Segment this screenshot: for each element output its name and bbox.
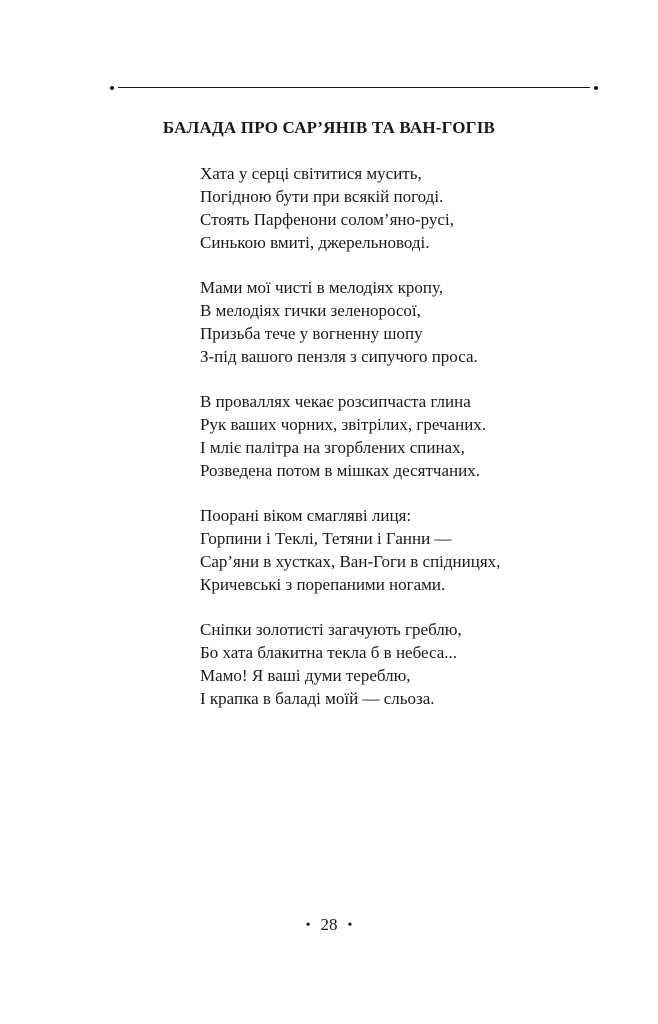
- poem-line: Стоять Парфенони солом’яно-русі,: [200, 210, 454, 229]
- rule-dot-right: [594, 86, 598, 90]
- poem-line: Призьба тече у вогненну шопу: [200, 324, 423, 343]
- poem-line: Мамо! Я ваші думи тереблю,: [200, 666, 411, 685]
- rule-dot-left: [110, 86, 114, 90]
- poem-line: Горпини і Теклі, Тетяни і Ганни —: [200, 529, 452, 548]
- poem-line: Кричевські з порепаними ногами.: [200, 575, 446, 594]
- poem-line: З-під вашого пензля з сипучого проса.: [200, 347, 478, 366]
- poem-line: В проваллях чекає розсипчаста глина: [200, 392, 471, 411]
- poem-line: В мелодіях гички зеленоросої,: [200, 301, 421, 320]
- footer-bullet-right: •: [347, 918, 353, 933]
- page-footer: [0, 914, 658, 937]
- poem-line: Розведена потом в мішках десятчаних.: [200, 461, 480, 480]
- poem-line: Бо хата блакитна текла б в небеса...: [200, 643, 458, 662]
- poem-line: Рук ваших чорних, звітрілих, гречаних.: [200, 415, 487, 434]
- stanza-2: [200, 276, 620, 368]
- poem-title: БАЛАДА ПРО САР’ЯНІВ ТА ВАН-ГОГІВ: [162, 118, 496, 137]
- poem-line: Синькою вмиті, джерельноводі.: [200, 233, 430, 252]
- stanza-4: [200, 504, 620, 596]
- poem-line: І мліє палітра на згорблених спинах,: [200, 438, 465, 457]
- poem-line: І крапка в баладі моїй — сльоза.: [200, 689, 435, 708]
- rule-line: [118, 87, 590, 88]
- poem-line: Мами мої чисті в мелодіях кропу,: [200, 278, 444, 297]
- poem-line: Погідною бути при всякій погоді.: [200, 187, 444, 206]
- stanza-1: [200, 162, 620, 254]
- poem-body: [200, 162, 620, 732]
- header-rule: [110, 84, 598, 92]
- stanza-3: [200, 390, 620, 482]
- poem-line: Сар’яни в хустках, Ван-Гоги в спідницях,: [200, 552, 501, 571]
- page-number: 28: [320, 915, 338, 934]
- stanza-5: [200, 618, 620, 710]
- poem-line: Поорані віком смагляві лиця:: [200, 506, 412, 525]
- poem-line: Хата у серці світитися мусить,: [200, 164, 422, 183]
- footer-bullet-left: •: [305, 918, 311, 933]
- poem-line: Сніпки золотисті загачують греблю,: [200, 620, 462, 639]
